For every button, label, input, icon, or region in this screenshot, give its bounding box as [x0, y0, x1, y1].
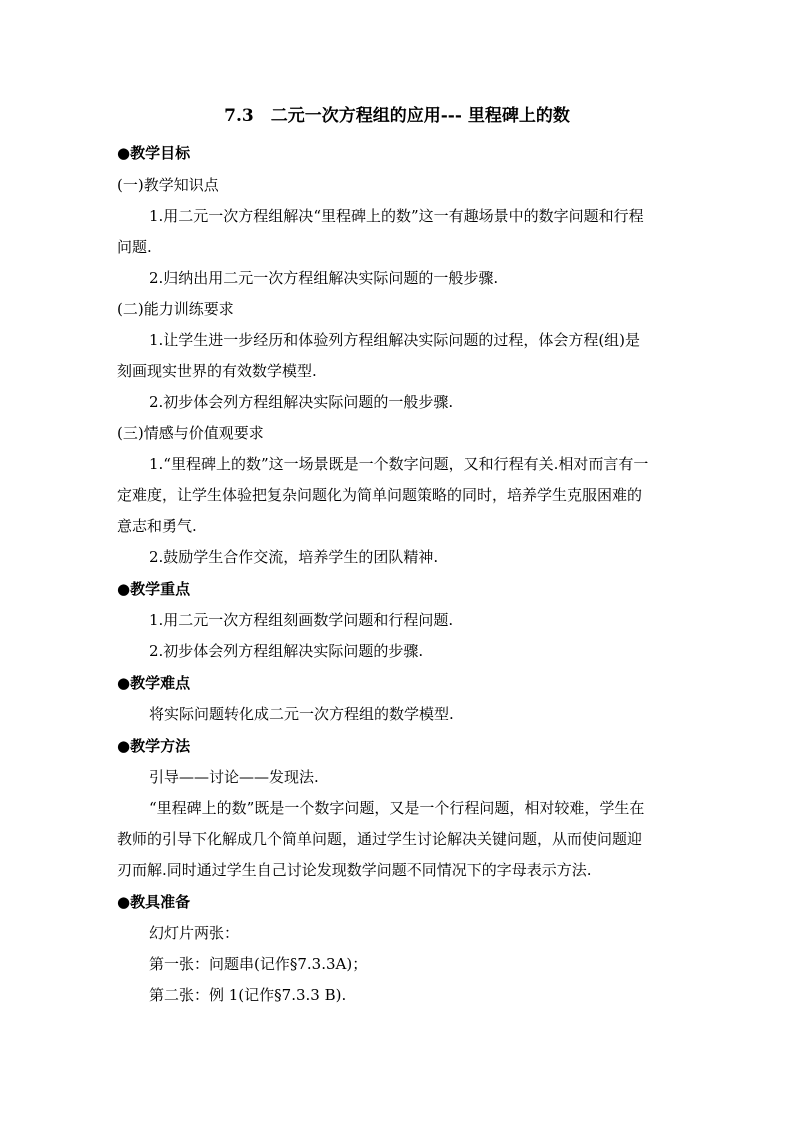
- subsection-label-ability: (二)能力训练要求: [117, 300, 234, 318]
- paragraph-line: “里程碑上的数”既是一个数字问题，又是一个行程问题，相对较难，学生在: [149, 799, 645, 817]
- section-heading-methods: ●教学方法: [117, 737, 191, 755]
- paragraph-line: 引导——讨论——发现法.: [149, 768, 319, 786]
- paragraph-line: 1.用二元一次方程组解决“里程碑上的数”这一有趣场景中的数字问题和行程: [149, 207, 644, 225]
- paragraph-line: 1.让学生进一步经历和体验列方程组解决实际问题的过程，体会方程(组)是: [149, 331, 641, 349]
- paragraph-line: 将实际问题转化成二元一次方程组的数学模型.: [149, 705, 454, 723]
- paragraph-line: 第二张：例 1(记作§7.3.3 B).: [149, 986, 347, 1004]
- section-heading-key-points: ●教学重点: [117, 580, 191, 598]
- paragraph-line: 2.归纳出用二元一次方程组解决实际问题的一般步骤.: [149, 269, 499, 287]
- paragraph-line: 1.“里程碑上的数”这一场景既是一个数字问题，又和行程有关.相对而言有一: [149, 455, 649, 473]
- paragraph-line: 定难度，让学生体验把复杂问题化为简单问题策略的同时，培养学生克服困难的: [117, 486, 643, 504]
- document-title: 7.3 二元一次方程组的应用--- 里程碑上的数: [224, 106, 570, 126]
- section-heading-goals: ●教学目标: [117, 144, 191, 162]
- paragraph-line: 幻灯片两张：: [149, 924, 240, 942]
- paragraph-line: 2.初步体会列方程组解决实际问题的一般步骤.: [149, 393, 454, 411]
- subsection-label-values: (三)情感与价值观要求: [117, 424, 264, 442]
- paragraph-line: 1.用二元一次方程组刻画数学问题和行程问题.: [149, 611, 454, 629]
- section-heading-difficulties: ●教学难点: [117, 674, 191, 692]
- section-heading-tools: ●教具准备: [117, 893, 191, 911]
- subsection-label-knowledge: (一)教学知识点: [117, 176, 219, 194]
- paragraph-line: 刃而解.同时通过学生自己讨论发现数学问题不同情况下的字母表示方法.: [117, 861, 592, 879]
- paragraph-line: 2.初步体会列方程组解决实际问题的步骤.: [149, 642, 424, 660]
- paragraph-line: 问题.: [117, 238, 152, 256]
- paragraph-line: 教师的引导下化解成几个简单问题，通过学生讨论解决关键问题，从而使问题迎: [117, 830, 643, 848]
- paragraph-line: 刻画现实世界的有效数学模型.: [117, 362, 317, 380]
- paragraph-line: 2.鼓励学生合作交流，培养学生的团队精神.: [149, 548, 439, 566]
- paragraph-line: 第一张：问题串(记作§7.3.3A)；: [149, 955, 368, 973]
- paragraph-line: 意志和勇气.: [117, 517, 197, 535]
